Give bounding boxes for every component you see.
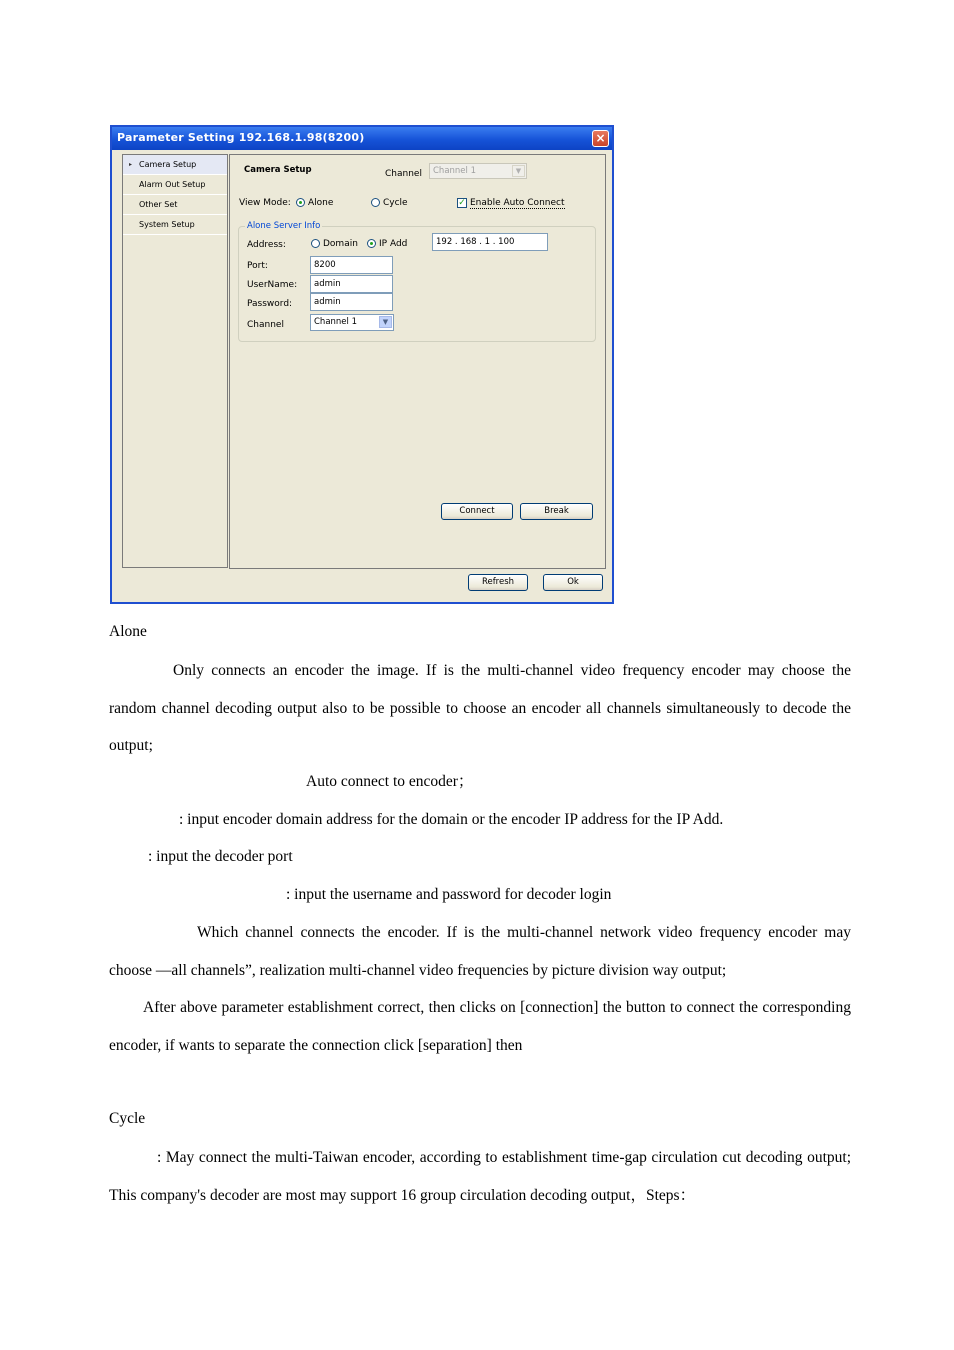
chevron-down-icon: ▼: [379, 316, 392, 328]
nav-item-label: Alarm Out Setup: [139, 180, 206, 189]
domain-radio[interactable]: [311, 239, 320, 248]
nav-item-other-set[interactable]: [123, 195, 227, 215]
address-label: Address:: [247, 240, 286, 250]
password-input[interactable]: admin: [310, 293, 393, 311]
auto-connect-label: Enable Auto Connect: [470, 198, 565, 208]
ip-address-input[interactable]: 192 . 168 . 1 . 100: [432, 233, 548, 251]
para-channel: Which channel connects the encoder. If is the multi-channel network video frequency encoder may choose ―all channels”, realization multi-channel video frequencies by picture division way output;: [109, 924, 851, 979]
triangle-right-icon: ▸: [129, 161, 133, 168]
username-input[interactable]: admin: [310, 275, 393, 293]
nav-item-label: System Setup: [139, 220, 195, 229]
alone-radio-label: Alone: [308, 198, 334, 208]
channel-select-value: Channel 1: [433, 166, 477, 176]
heading-cycle: Cycle: [109, 1110, 146, 1127]
camera-setup-panel: [229, 154, 606, 569]
heading-alone: Alone: [109, 623, 147, 640]
domain-radio-label: Domain: [323, 239, 358, 249]
cycle-radio[interactable]: [371, 198, 380, 207]
channel-select-disabled: [429, 163, 527, 179]
channel-label: Channel: [385, 169, 422, 179]
ip-add-radio-label: IP Add: [379, 239, 408, 249]
channel-select-value: Channel 1: [314, 317, 358, 327]
break-button[interactable]: Break: [520, 503, 593, 520]
connect-button[interactable]: Connect: [441, 503, 513, 520]
para-cycle: : May connect the multi-Taiwan encoder, according to establishment time-gap circulation cut decoding output; This company's decoder are most may support 16 group circulation decoding output，Steps：: [109, 1149, 851, 1204]
parameter-setting-dialog: [110, 125, 614, 604]
refresh-button[interactable]: Refresh: [468, 574, 528, 591]
para-alone: Only connects an encoder the image. If is the multi-channel video frequency encoder may choose the random channel decoding output also to be possible to choose an encoder all channels simultaneously to decode the output;: [109, 662, 851, 754]
alone-radio[interactable]: [296, 198, 305, 207]
line-auto-connect: Auto connect to encoder；: [306, 773, 474, 790]
port-label: Port:: [247, 261, 268, 271]
nav-item-alarm-out-setup[interactable]: [123, 175, 227, 195]
close-icon[interactable]: ×: [592, 130, 609, 147]
nav-item-system-setup[interactable]: [123, 215, 227, 235]
line-address: : input encoder domain address for the domain or the encoder IP address for the IP Add.: [179, 811, 724, 828]
dialog-title: Parameter Setting 192.168.1.98(8200): [117, 131, 365, 144]
section-title: Camera Setup: [244, 165, 312, 175]
ok-button[interactable]: Ok: [543, 574, 603, 591]
group-title: Alone Server Info: [247, 221, 321, 231]
chevron-down-icon: ▼: [512, 165, 525, 177]
username-label: UserName:: [247, 280, 298, 290]
nav-item-label: Other Set: [139, 200, 178, 209]
alone-server-info-group: [238, 221, 596, 342]
settings-nav: [122, 154, 228, 568]
port-input[interactable]: 8200: [310, 256, 393, 274]
line-port: : input the decoder port: [148, 848, 293, 865]
auto-connect-checkbox[interactable]: ✓: [458, 198, 466, 208]
line-username-password: : input the username and password for decoder login: [286, 886, 612, 903]
view-mode-label: View Mode:: [239, 198, 291, 208]
channel-select[interactable]: [310, 314, 394, 331]
password-label: Password:: [247, 299, 293, 309]
channel-select-label: Channel: [247, 320, 284, 330]
nav-item-label: Camera Setup: [139, 160, 197, 169]
para-after: After above parameter establishment correct, then clicks on [connection] the button to connect the corresponding encoder, if wants to separate the connection click [separation] then: [109, 999, 851, 1054]
title-bar[interactable]: [112, 127, 612, 150]
nav-item-camera-setup[interactable]: [123, 155, 227, 175]
ip-add-radio[interactable]: [367, 239, 376, 248]
cycle-radio-label: Cycle: [383, 198, 408, 208]
